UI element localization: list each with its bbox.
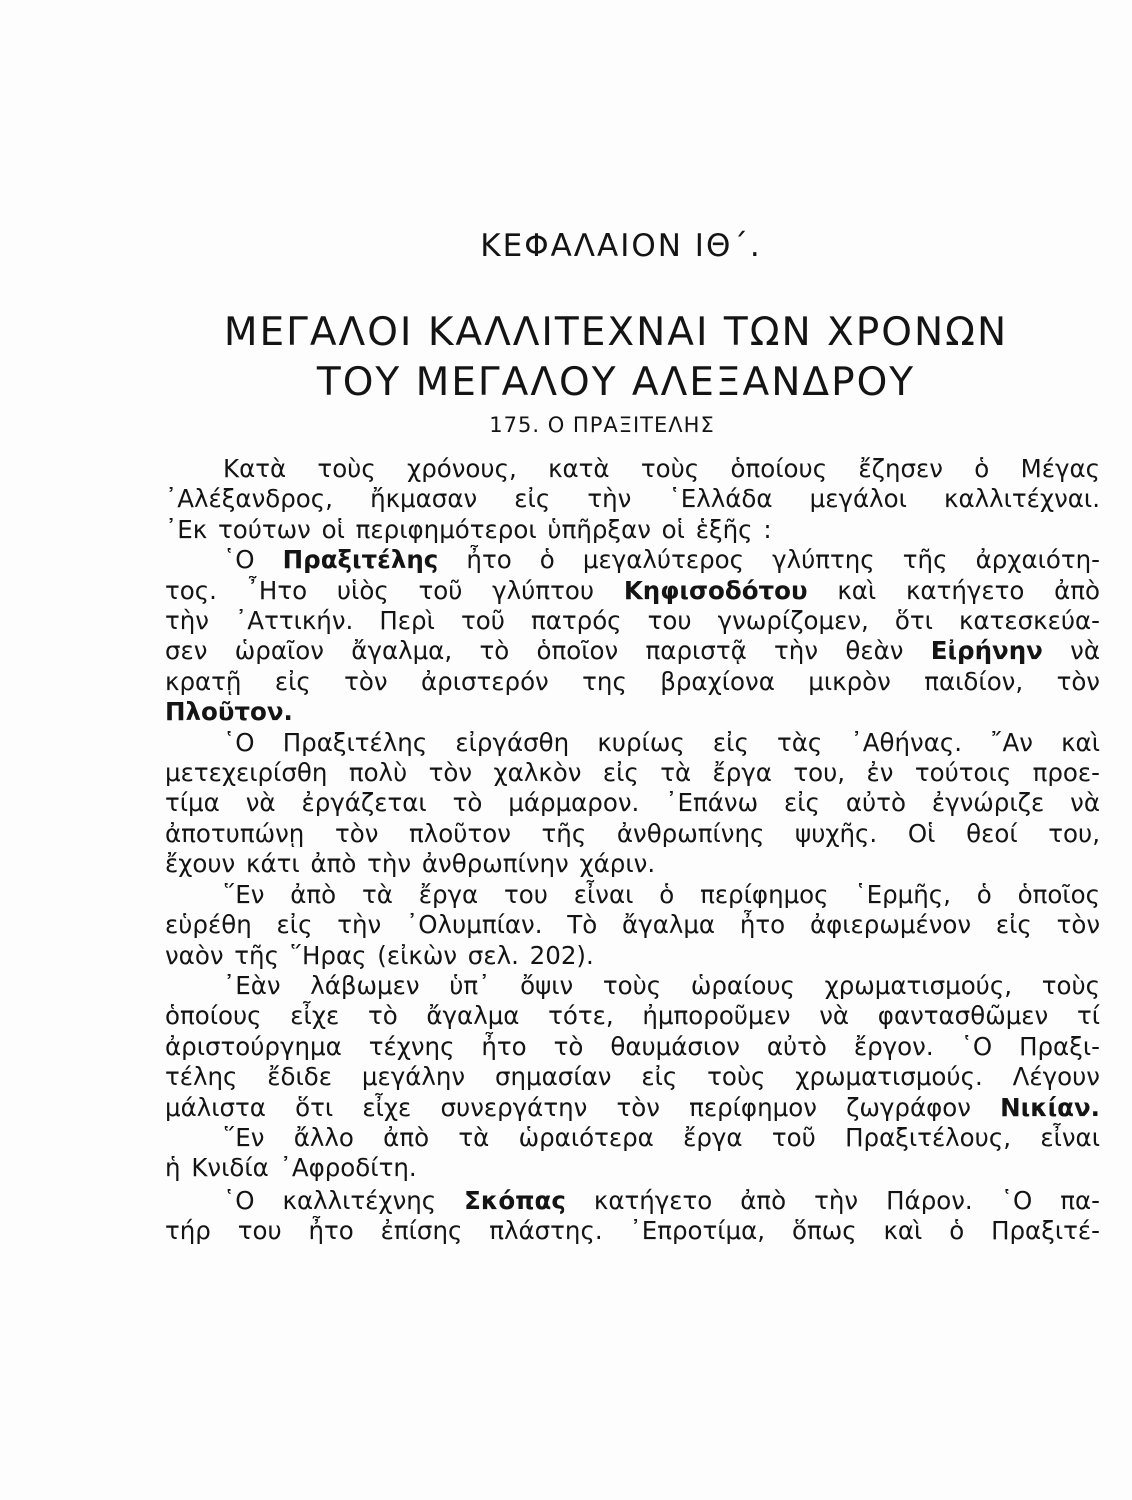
text-line: ῞Εν ἀπὸ τὰ ἔργα του εἶναι ὁ περίφημος ῾Ερμῆς, ὁ ὁποῖος (223, 879, 1100, 909)
paragraph-1 (165, 454, 1100, 545)
text-line: ναὸν τῆς ῞Ηρας (εἰκὼν σελ. 202). (165, 940, 594, 970)
text-run: ῾Ο καλλιτέχνης (223, 1185, 465, 1215)
text-run: ῾Ο (223, 545, 283, 575)
text-run: μάλιστα ὅτι εἶχε συνεργάτην τὸν περίφημον ζωγράφον (165, 1092, 1001, 1122)
text-line (165, 576, 1100, 606)
text-line: ᾿Εκ τούτων οἱ περιφημότεροι ὑπῆρξαν οἱ ἑξῆς : (165, 514, 772, 544)
bold-name-praxiteles: Πραξιτέλης (282, 545, 439, 575)
text-line: τίμα νὰ ἐργάζεται τὸ μάρμαρον. ᾿Επάνω εἰς αὐτὸ ἐγνώριζε νὰ (165, 788, 1100, 818)
text-line: τήρ του ἦτο ἐπίσης πλάστης. ᾿Επροτίμα, ὅπως καὶ ὁ Πραξιτέ- (165, 1216, 1100, 1246)
chapter-title-line-1: ΜΕΓΑΛΟΙ ΚΑΛΛΙΤΕΧΝΑΙ ΤΩΝ ΧΡΟΝΩΝ (223, 310, 1009, 355)
section-heading: 175. Ο ΠΡΑΞΙΤΕΛΗΣ (489, 413, 715, 437)
text-line: τέλης ἔδιδε μεγάλην σημασίαν εἰς τοὺς χρωματισμούς. Λέγουν (165, 1062, 1100, 1092)
bold-name-skopas: Σκόπας (464, 1185, 566, 1215)
paragraph-6 (165, 1123, 1100, 1184)
text-run: καὶ κατήγετο ἀπὸ (807, 575, 1100, 605)
text-line: ῞Εν ἄλλο ἀπὸ τὰ ὡραιότερα ἔργα τοῦ Πραξιτέλους, εἶναι (223, 1122, 1100, 1152)
text-line: εὑρέθη εἰς τὴν ᾿Ολυμπίαν. Τὸ ἄγαλμα ἦτο ἀφιερωμένον εἰς τὸν (165, 910, 1100, 940)
text-line: ἔχουν κάτι ἀπὸ τὴν ἀνθρωπίνην χάριν. (165, 849, 656, 879)
text-line: ὁποίους εἶχε τὸ ἄγαλμα τότε, ἠμποροῦμεν νὰ φαντασθῶμεν τί (165, 1001, 1100, 1031)
text-line (165, 1186, 1100, 1216)
text-line: ᾿Αλέξανδρος, ἤκμασαν εἰς τὴν ῾Ελλάδα μεγάλοι καλλιτέχναι. (165, 484, 1100, 514)
chapter-title (0, 308, 1132, 408)
text-line: κρατῇ εἰς τὸν ἀριστερόν της βραχίονα μικρὸν παιδίον, τὸν (165, 666, 1100, 696)
text-line: ἡ Κνιδία ᾿Αφροδίτη. (165, 1153, 417, 1183)
paragraph-3 (165, 728, 1100, 880)
chapter-heading: ΚΕΦΑΛΑΙΟΝ ΙΘ΄. (480, 228, 762, 264)
paragraph-2 (165, 545, 1100, 727)
body-text (165, 454, 1100, 1247)
text-line: τὴν ᾿Αττικήν. Περὶ τοῦ πατρός του γνωρίζομεν, ὅτι κατεσκεύα- (165, 606, 1100, 636)
paragraph-4 (165, 880, 1100, 971)
text-run: τος. ῏Ητο υἱὸς τοῦ γλύπτου (165, 575, 624, 605)
chapter-title-line-2: ΤΟΥ ΜΕΓΑΛΟΥ ΑΛΕΞΑΝΔΡΟΥ (316, 360, 916, 405)
bold-name-eirene: Εἰρήνην (930, 636, 1043, 666)
text-run: ἦτο ὁ μεγαλύτερος γλύπτης τῆς ἀρχαιότη- (438, 545, 1100, 575)
bold-name-nikias: Νικίαν. (1000, 1092, 1100, 1122)
text-line: ῾Ο Πραξιτέλης εἰργάσθη κυρίως εἰς τὰς ᾿Αθήνας. ῎Αν καὶ (223, 727, 1100, 757)
paragraph-7 (165, 1186, 1100, 1247)
text-run: σεν ὡραῖον ἄγαλμα, τὸ ὁποῖον παριστᾷ τὴν θεὰν (165, 636, 931, 666)
text-line (165, 636, 1100, 666)
text-line (165, 1093, 1100, 1123)
text-line: Κατὰ τοὺς χρόνους, κατὰ τοὺς ὁποίους ἔζησεν ὁ Μέγας (223, 454, 1100, 483)
text-line: μετεχειρίσθη πολὺ τὸν χαλκὸν εἰς τὰ ἔργα του, ἐν τούτοις προε- (165, 758, 1100, 788)
text-line: ᾿Εὰν λάβωμεν ὑπ᾿ ὄψιν τοὺς ὡραίους χρωματισμούς, τοὺς (223, 970, 1100, 1000)
text-line (165, 545, 1100, 575)
bold-name-ploutos: Πλοῦτον. (165, 697, 293, 727)
text-line: ἀποτυπώνῃ τὸν πλοῦτον τῆς ἀνθρωπίνης ψυχῆς. Οἱ θεοί του, (165, 818, 1100, 848)
text-run: κατήγετο ἀπὸ τὴν Πάρον. ῾Ο πα- (565, 1185, 1100, 1215)
text-line: ἀριστούργημα τέχνης ἦτο τὸ θαυμάσιον αὐτὸ ἔργον. ῾Ο Πραξι- (165, 1031, 1100, 1061)
text-run: νὰ (1042, 636, 1100, 666)
paragraph-5 (165, 971, 1100, 1123)
bold-name-kephisodotos: Κηφισοδότου (623, 575, 808, 605)
